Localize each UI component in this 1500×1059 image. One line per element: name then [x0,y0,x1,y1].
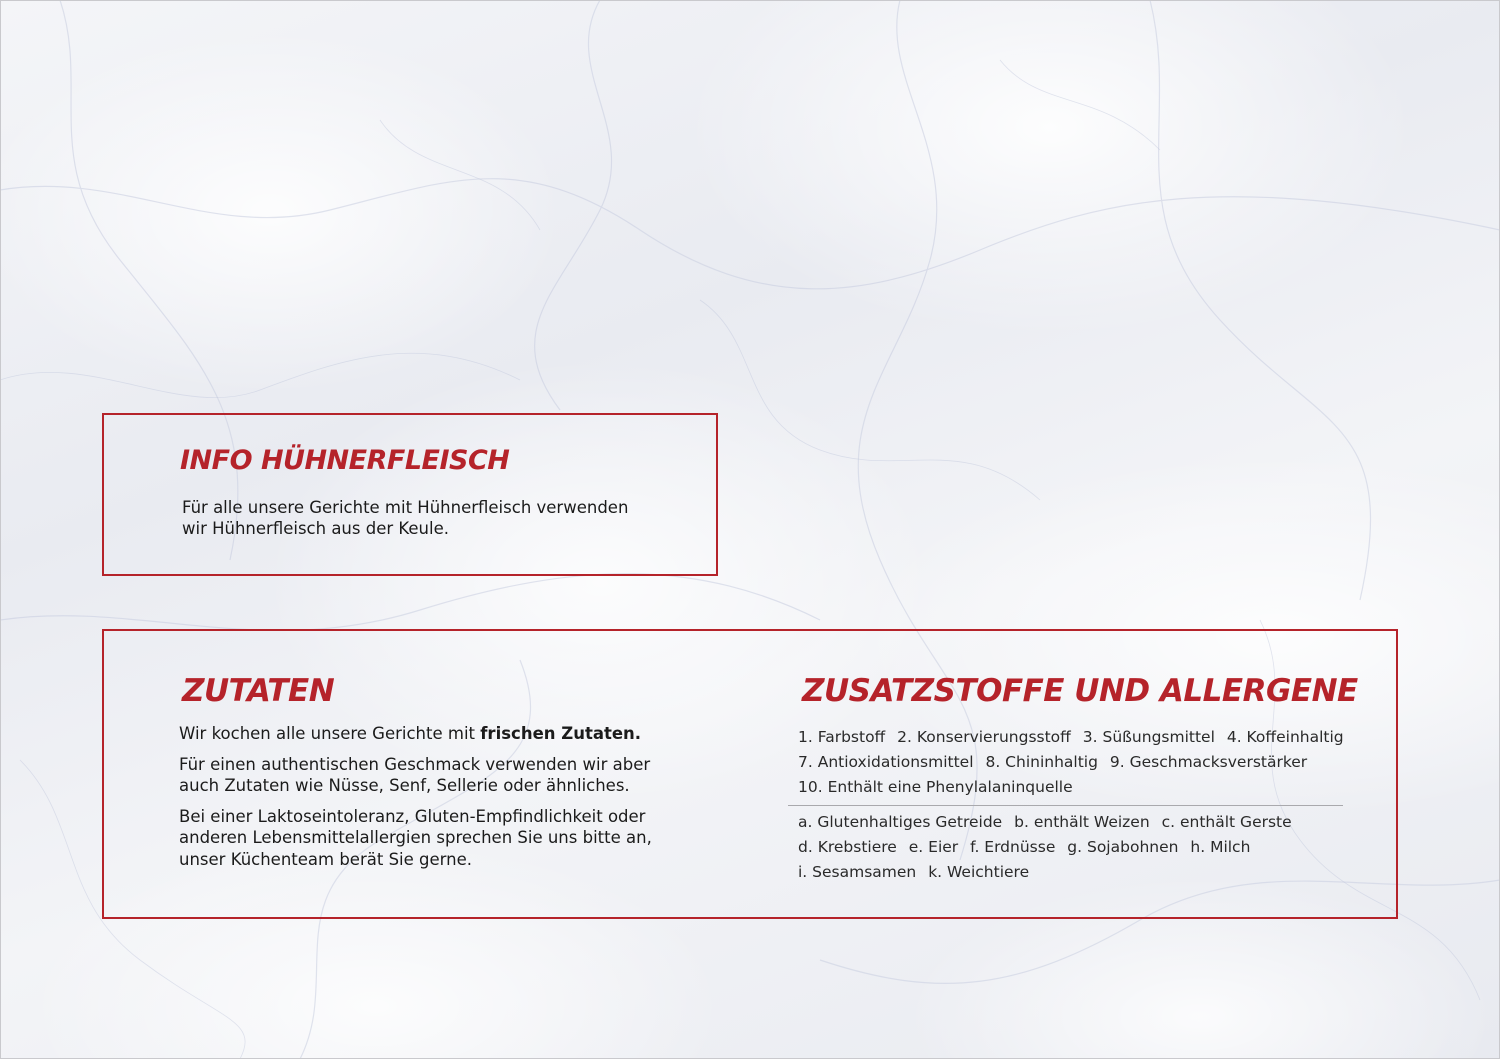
allergen-item: e. Eier [908,838,959,856]
additives-row [798,725,1348,750]
allergens-row [798,810,1348,835]
additive-item: 3. Süßungsmittel [1082,728,1215,746]
info-huehnerfleisch-box [102,413,718,576]
additive-item: 9. Geschmacksverstärker [1109,753,1308,771]
allergen-item: h. Milch [1190,838,1251,856]
zutaten-paragraph-1-text: Wir kochen alle unsere Gerichte mit [179,724,481,743]
additive-item: 4. Koffeinhaltig [1226,728,1344,746]
allergen-item: c. enthält Gerste [1161,813,1292,831]
additive-item: 10. Enthält eine Phenylalaninquelle [798,778,1073,796]
additives-row [798,750,1348,775]
additive-item: 1. Farbstoff [798,728,886,746]
allergen-item: f. Erdnüsse [970,838,1056,856]
zusatzstoffe-title: ZUSATZSTOFFE UND ALLERGENE [802,673,1358,709]
zutaten-paragraph-1 [179,723,669,745]
allergen-item: g. Sojabohnen [1067,838,1179,856]
zutaten-allergene-box [102,629,1398,919]
list-divider [788,805,1343,806]
additives-row [798,775,1348,800]
zutaten-paragraph-2: Für einen authentischen Geschmack verwenden wir aber auch Zutaten wie Nüsse, Senf, Sellerie oder ähnliches. [179,754,651,795]
info-huehnerfleisch-text: Für alle unsere Gerichte mit Hühnerfleisch verwenden wir Hühnerfleisch aus der Keule. [182,498,629,538]
zutaten-paragraph-3: Bei einer Laktoseintoleranz, Gluten-Empfindlichkeit oder anderen Lebensmittelallergien sprechen Sie uns bitte an, unser Küchenteam berät Sie gerne. [179,806,652,869]
allergens-row [798,860,1348,885]
info-huehnerfleisch-title: INFO HÜHNERFLEISCH [180,445,510,476]
allergen-item: i. Sesamsamen [798,863,917,881]
allergens-row [798,835,1348,860]
additive-item: 2. Konservierungsstoff [897,728,1071,746]
allergen-item: b. enthält Weizen [1014,813,1150,831]
zutaten-body [179,723,669,879]
allergen-item: a. Glutenhaltiges Getreide [798,813,1003,831]
zutaten-title: ZUTATEN [182,673,335,709]
additive-item: 7. Antioxidationsmittel [798,753,974,771]
allergen-item: d. Krebstiere [798,838,897,856]
allergen-item: k. Weichtiere [928,863,1030,881]
zusatzstoffe-list [798,725,1348,885]
additive-item: 8. Chininhaltig [985,753,1098,771]
zutaten-paragraph-1-bold: frischen Zutaten. [480,724,642,743]
